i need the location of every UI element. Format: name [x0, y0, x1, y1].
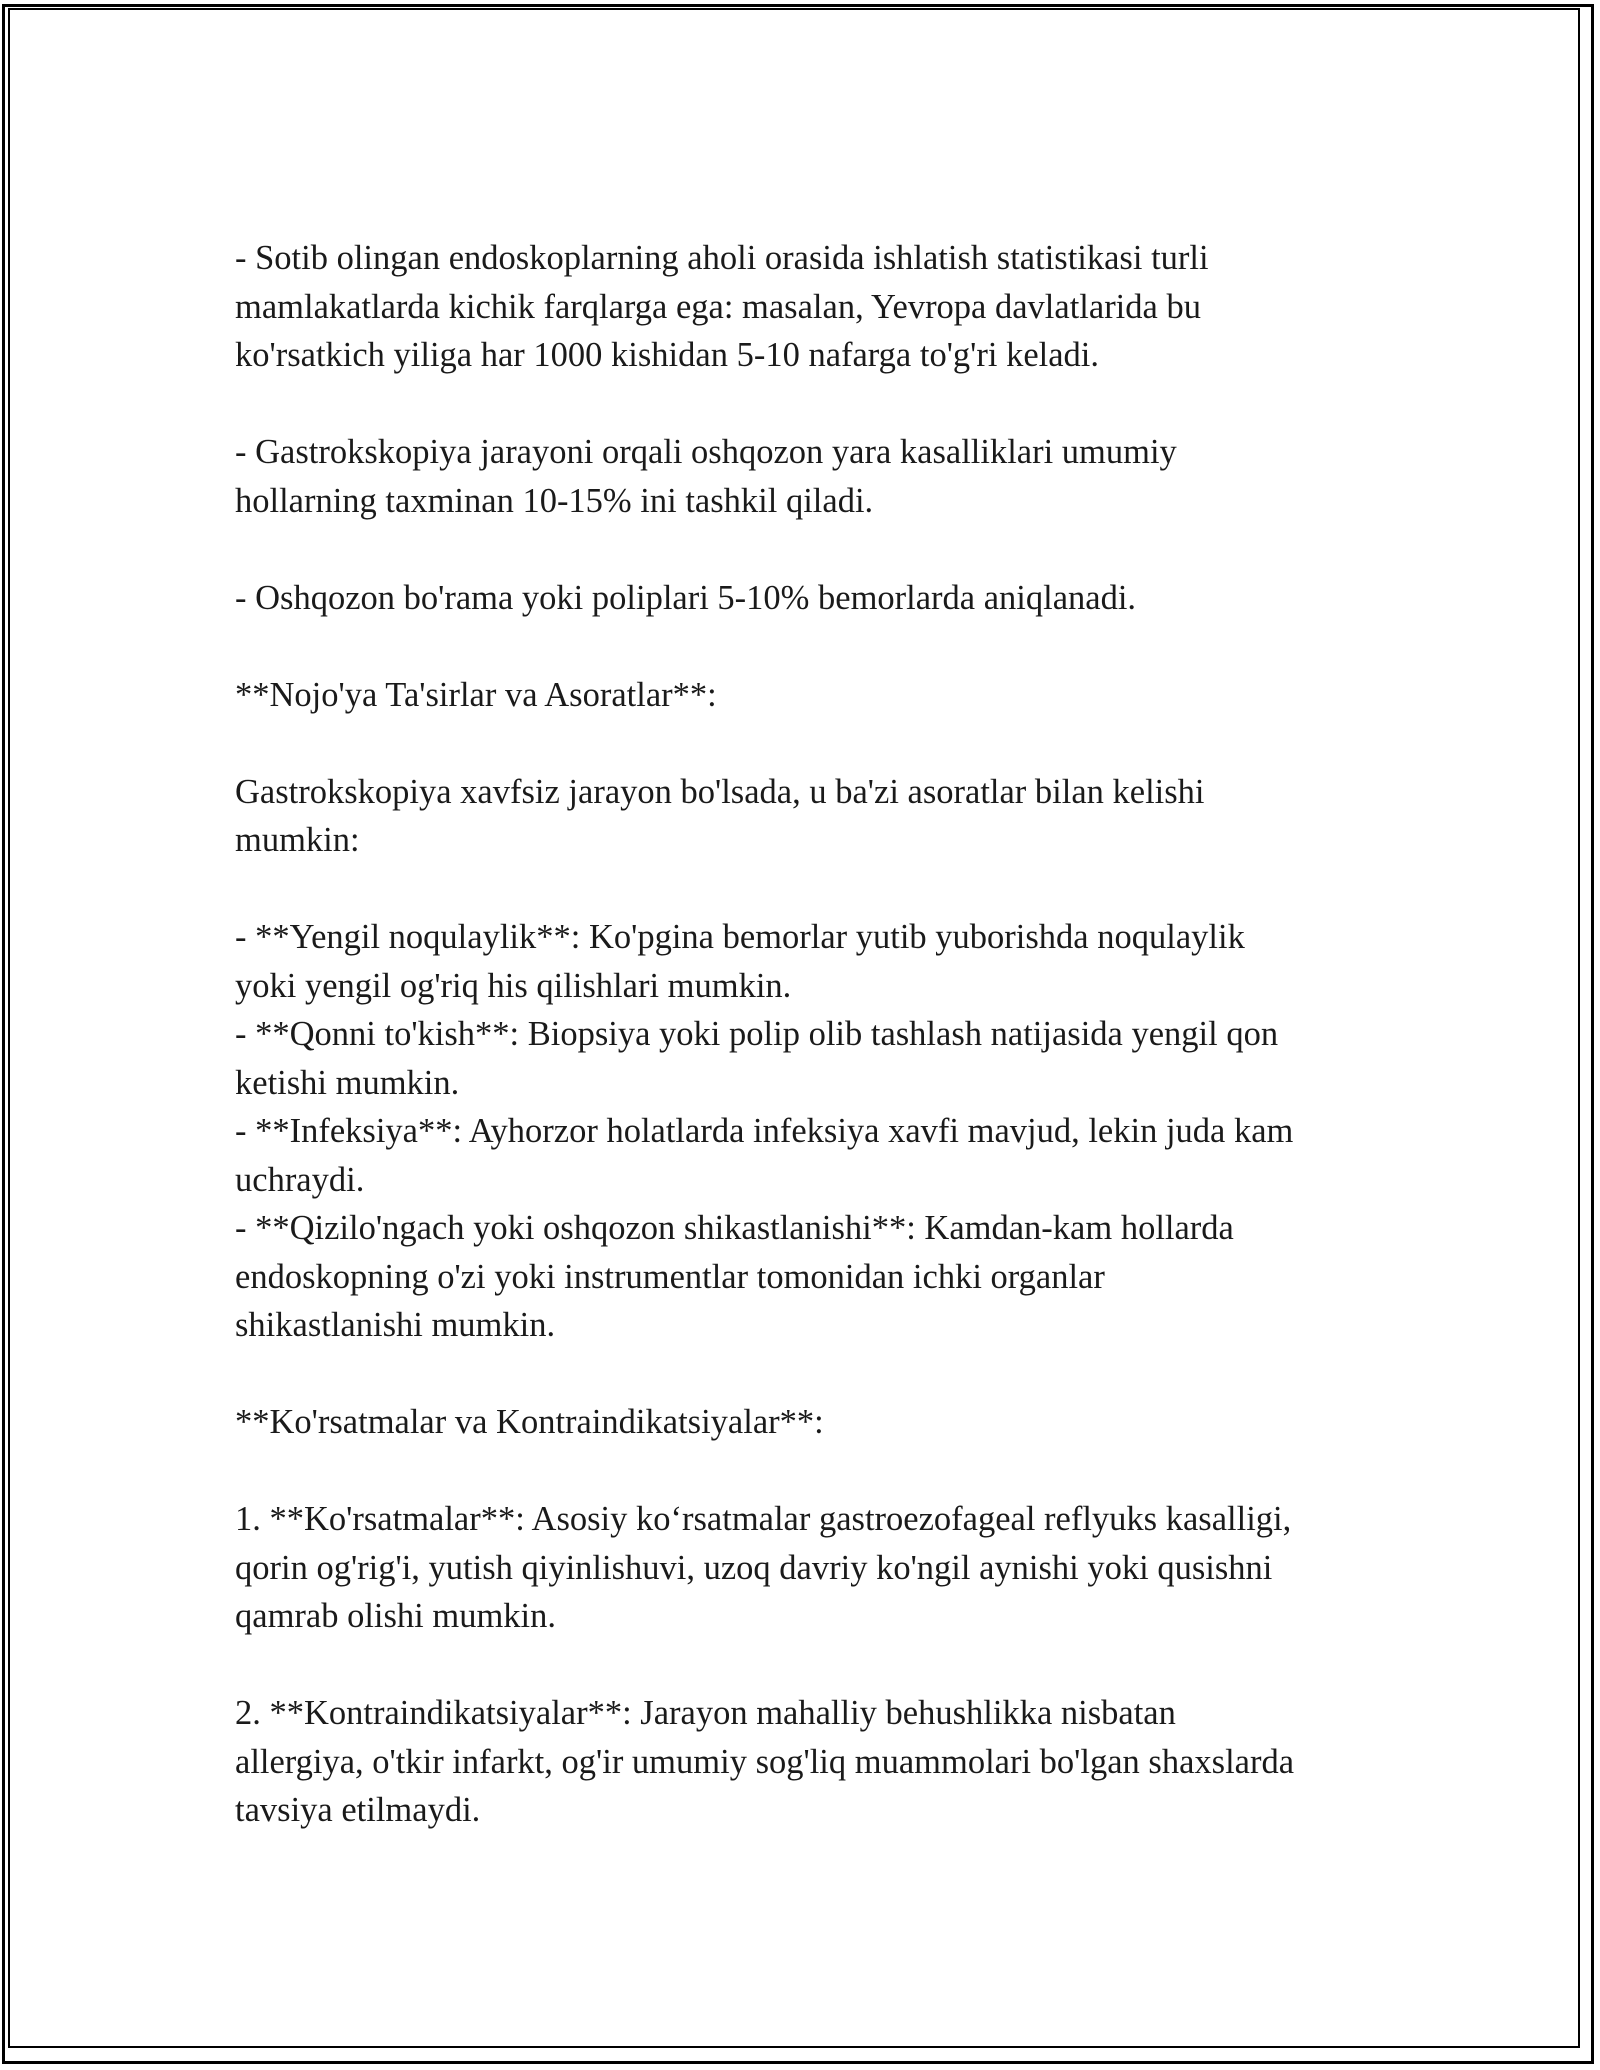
list-item-line: - **Qonni to'kish**: Biopsiya yoki polip olib tashlash natijasida yengil qon [235, 1015, 1279, 1053]
paragraph-complications-intro [235, 768, 1395, 865]
list-item-line: yoki yengil og'riq his qilishlari mumkin. [235, 966, 792, 1005]
text-line: **Nojo'ya Ta'sirlar va Asoratlar**: [235, 675, 717, 714]
text-line: hollarning taxminan 10-15% ini tashkil qiladi. [235, 481, 874, 520]
paragraph-polyp-statistics [235, 574, 1395, 623]
paragraph-endoscope-statistics [235, 234, 1395, 380]
list-item-line: ketishi mumkin. [235, 1063, 460, 1102]
list-item-line: - **Infeksiya**: Ayhorzor holatlarda infeksiya xavfi mavjud, lekin juda kam [235, 1112, 1294, 1150]
text-line: tavsiya etilmaydi. [235, 1791, 481, 1829]
text-line: allergiya, o'tkir infarkt, og'ir umumiy sog'liq muammolari bo'lgan shaxslarda [235, 1742, 1295, 1781]
list-item-indications [235, 1495, 1395, 1641]
text-line: Gastrokskopiya xavfsiz jarayon bo'lsada, u ba'zi asoratlar bilan kelishi [235, 772, 1205, 811]
text-line: - Gastrokskopiya jarayoni orqali oshqozon yara kasalliklari umumiy [235, 433, 1177, 471]
heading-indications [235, 1398, 1395, 1447]
text-line: ko'rsatkich yiliga har 1000 kishidan 5-10 nafarga to'g'ri keladi. [235, 336, 1099, 374]
list-complications [235, 913, 1395, 1350]
text-line: 2. **Kontraindikatsiyalar**: Jarayon mahalliy behushlikka nisbatan [235, 1694, 1176, 1732]
heading-side-effects [235, 671, 1395, 720]
text-line: qorin og'rig'i, yutish qiyinlishuvi, uzoq davriy ko'ngil aynishi yoki qusishni [235, 1548, 1273, 1587]
list-item-line: - **Qizilo'ngach yoki oshqozon shikastlanishi**: Kamdan-kam hollarda [235, 1209, 1234, 1247]
list-item-line: - **Yengil noqulaylik**: Ko'pgina bemorlar yutib yuborishda noqulaylik [235, 918, 1245, 956]
text-line: **Ko'rsatmalar va Kontraindikatsiyalar**: [235, 1403, 824, 1441]
text-line: - Sotib olingan endoskoplarning aholi orasida ishlatish statistikasi turli [235, 239, 1209, 277]
text-line: - Oshqozon bo'rama yoki poliplari 5-10% bemorlarda aniqlanadi. [235, 578, 1137, 617]
text-line: mumkin: [235, 821, 360, 859]
paragraph-ulcer-statistics [235, 428, 1395, 525]
text-line: qamrab olishi mumkin. [235, 1597, 557, 1635]
document-body [235, 234, 1395, 1835]
list-item-contraindications [235, 1689, 1395, 1835]
list-item-line: uchraydi. [235, 1160, 365, 1199]
text-line: mamlakatlarda kichik farqlarga ega: masalan, Yevropa davlatlarida bu [235, 287, 1201, 326]
text-line: 1. **Ko'rsatmalar**: Asosiy ko‘rsatmalar gastroezofageal reflyuks kasalligi, [235, 1500, 1292, 1538]
list-item-line: endoskopning o'zi yoki instrumentlar tomonidan ichki organlar [235, 1257, 1105, 1296]
list-item-line: shikastlanishi mumkin. [235, 1306, 556, 1344]
